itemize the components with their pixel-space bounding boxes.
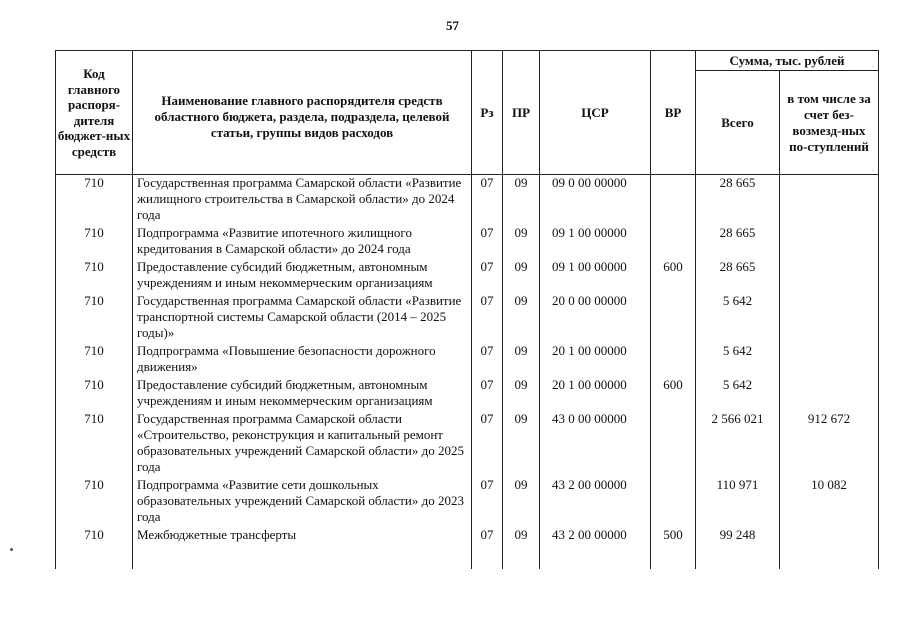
cell-code: 710: [56, 411, 133, 477]
table-row: [56, 527, 879, 569]
cell-csr: 43 2 00 00000: [540, 477, 651, 527]
cell-pr: 09: [503, 259, 540, 293]
cell-free: [780, 259, 879, 293]
table-row: [56, 377, 879, 411]
cell-code: 710: [56, 527, 133, 569]
cell-free: [780, 175, 879, 226]
cell-vr: [651, 175, 696, 226]
cell-csr: 20 1 00 00000: [540, 343, 651, 377]
table-row: [56, 343, 879, 377]
cell-name: Подпрограмма «Развитие ипотечного жилищного кредитования в Самарской области» до 2024 года: [133, 225, 472, 259]
cell-pr: 09: [503, 343, 540, 377]
cell-vr: 600: [651, 259, 696, 293]
cell-csr: 20 1 00 00000: [540, 377, 651, 411]
cell-free: 10 082: [780, 477, 879, 527]
cell-code: 710: [56, 259, 133, 293]
cell-name: Предоставление субсидий бюджетным, автономным учреждениям и иным некоммерческим организациям: [133, 377, 472, 411]
cell-total: 99 248: [696, 527, 780, 569]
cell-rz: 07: [472, 377, 503, 411]
cell-code: 710: [56, 225, 133, 259]
header-sum: Сумма, тыс. рублей: [696, 51, 879, 71]
header-total: Всего: [696, 71, 780, 175]
cell-csr: 09 0 00 00000: [540, 175, 651, 226]
cell-csr: 20 0 00 00000: [540, 293, 651, 343]
cell-total: 5 642: [696, 343, 780, 377]
cell-name: Подпрограмма «Повышение безопасности дорожного движения»: [133, 343, 472, 377]
table-body: [56, 175, 879, 570]
cell-name: Предоставление субсидий бюджетным, автономным учреждениям и иным некоммерческим организациям: [133, 259, 472, 293]
page-number: 57: [446, 18, 459, 33]
cell-total: 28 665: [696, 175, 780, 226]
cell-total: 28 665: [696, 259, 780, 293]
cell-rz: 07: [472, 259, 503, 293]
header-free: в том числе за счет без-возмезд-ных по-ступлений: [780, 71, 879, 175]
cell-total: 5 642: [696, 293, 780, 343]
cell-vr: [651, 343, 696, 377]
cell-rz: 07: [472, 293, 503, 343]
header-code: Код главного распоря-дителя бюджет-ных средств: [56, 51, 133, 175]
cell-free: [780, 527, 879, 569]
cell-csr: 43 0 00 00000: [540, 411, 651, 477]
cell-code: 710: [56, 477, 133, 527]
table-row: [56, 175, 879, 226]
cell-rz: 07: [472, 175, 503, 226]
cell-vr: [651, 293, 696, 343]
cell-rz: 07: [472, 477, 503, 527]
cell-pr: 09: [503, 477, 540, 527]
cell-csr: 09 1 00 00000: [540, 225, 651, 259]
table-row: [56, 477, 879, 527]
cell-name: Государственная программа Самарской области «Строительство, реконструкция и капитальный ремонт образовательных учреждений Самарской области» до 2025 года: [133, 411, 472, 477]
cell-rz: 07: [472, 343, 503, 377]
table-row: [56, 293, 879, 343]
cell-vr: 500: [651, 527, 696, 569]
cell-vr: [651, 411, 696, 477]
cell-pr: 09: [503, 377, 540, 411]
table-header: [56, 51, 879, 175]
cell-name: Межбюджетные трансферты: [133, 527, 472, 569]
cell-code: 710: [56, 175, 133, 226]
cell-rz: 07: [472, 411, 503, 477]
cell-vr: 600: [651, 377, 696, 411]
table-row: [56, 411, 879, 477]
cell-total: 5 642: [696, 377, 780, 411]
cell-total: 28 665: [696, 225, 780, 259]
cell-pr: 09: [503, 225, 540, 259]
cell-name: Государственная программа Самарской области «Развитие жилищного строительства в Самарской области» до 2024 года: [133, 175, 472, 226]
cell-pr: 09: [503, 175, 540, 226]
cell-csr: 43 2 00 00000: [540, 527, 651, 569]
cell-vr: [651, 225, 696, 259]
cell-vr: [651, 477, 696, 527]
header-pr: ПР: [503, 51, 540, 175]
cell-free: [780, 343, 879, 377]
header-name: Наименование главного распорядителя средств областного бюджета, раздела, подраздела, целевой статьи, группы видов расходов: [133, 51, 472, 175]
table-row: [56, 225, 879, 259]
header-vr: ВР: [651, 51, 696, 175]
scan-speck: [10, 548, 13, 551]
cell-total: 110 971: [696, 477, 780, 527]
cell-free: [780, 293, 879, 343]
cell-free: 912 672: [780, 411, 879, 477]
cell-code: 710: [56, 293, 133, 343]
cell-csr: 09 1 00 00000: [540, 259, 651, 293]
cell-rz: 07: [472, 225, 503, 259]
cell-pr: 09: [503, 293, 540, 343]
cell-pr: 09: [503, 411, 540, 477]
table-row: [56, 259, 879, 293]
cell-free: [780, 225, 879, 259]
cell-code: 710: [56, 343, 133, 377]
cell-code: 710: [56, 377, 133, 411]
header-csr: ЦСР: [540, 51, 651, 175]
cell-rz: 07: [472, 527, 503, 569]
cell-pr: 09: [503, 527, 540, 569]
budget-table: [55, 50, 879, 569]
cell-name: Государственная программа Самарской области «Развитие транспортной системы Самарской области (2014 – 2025 годы)»: [133, 293, 472, 343]
header-rz: Рз: [472, 51, 503, 175]
cell-total: 2 566 021: [696, 411, 780, 477]
cell-free: [780, 377, 879, 411]
cell-name: Подпрограмма «Развитие сети дошкольных образовательных учреждений Самарской области» до 2023 года: [133, 477, 472, 527]
